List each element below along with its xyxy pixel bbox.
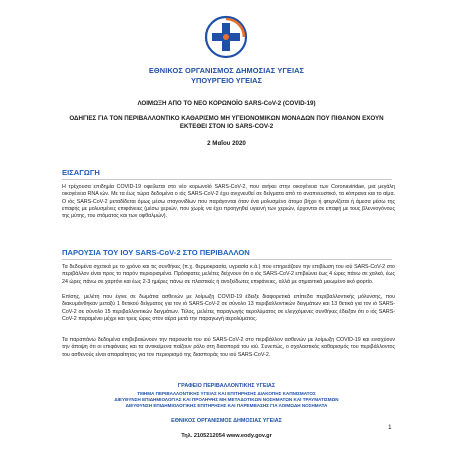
footer-office: ΓΡΑΦΕΙΟ ΠΕΡΙΒΑΛΛΟΝΤΙΚΗΣ ΥΓΕΙΑΣ [177,383,276,389]
footer-directorate-ncd: ΔΙΕΥΘΥΝΣΗ ΕΠΙΔΗΜΙΟΛΟΓΙΑΣ ΚΑΙ ΠΡΟΛΗΨΗΣ ΜΗ ΜΕΤΑΔΟΤΙΚΩΝ ΝΟΣΗΜΑΤΩΝ ΚΑΙ ΤΡΑΥΜΑΤΙΣΜΩΝ [114,397,339,402]
section-divider [62,259,392,260]
footer-organization: ΕΘΝΙΚΟΣ ΟΡΓΑΝΙΣΜΟΣ ΔΗΜΟΣΙΑΣ ΥΓΕΙΑΣ [171,418,282,424]
section-heading-virus-presence: ΠΑΡΟΥΣΙΑ ΤΟΥ ΙΟΥ SARS-CoV-2 ΣΤΟ ΠΕΡΙΒΑΛΛΟΝ [62,248,250,257]
document-title: ΛΟΙΜΩΞΗ ΑΠΟ ΤΟ ΝΕΟ ΚΟΡΩΝΟΪΟ SARS-CoV-2 (COVID-19) [137,100,316,107]
section-heading-introduction: ΕΙΣΑΓΩΓΗ [62,168,100,177]
ministry-name: ΥΠΟΥΡΓΕΙΟ ΥΓΕΙΑΣ [191,76,262,85]
presence-paragraph-2: Επίσης, μελέτη που έγινε σε δωμάτια ασθενών με λοίμωξη COVID-19 έδειξε διαφορετικά επίπεδα περιβαλλοντικής μόλυνσης, που διακυμάνθηκαν μεταξύ 1 θετικού δείγματος για τον ιό SARS-CoV-2 σε σύνολο 13 περιβαλλοντικών δειγμάτων και 13 θετικά για τον ιό SARS-CoV-2 σε σύνολο 15 περιβαλλοντικών δειγμάτων. Τέλος, μελέτες παραγωγής αερολύματος σε ελεγχόμενες συνθήκες έδειξαν ότι ο ιός SARS-CoV-2 παραμένει μέχρι και τρεις ώρες στον αέρα μετά την παραγωγή αερολύματος. [62,294,395,322]
footer-directorate-surveillance: ΔΙΕΥΘΥΝΣΗ ΕΠΙΔΗΜΙΟΛΟΓΙΚΗΣ ΕΠΙΤΗΡΗΣΗΣ ΚΑΙ ΠΑΡΕΜΒΑΣΗΣ ΓΙΑ ΛΟΙΜΩΔΗ ΝΟΣΗΜΑΤΑ [125,403,328,408]
document-date: 2 Μαΐου 2020 [207,140,246,147]
footer-department: ΤΜΗΜΑ ΠΕΡΙΒΑΛΛΟΝΤΙΚΗΣ ΥΓΕΙΑΣ ΚΑΙ ΕΠΙΤΗΡΗΣΗΣ ΔΙΑΚΟΠΗΣ ΚΑΠΝΙΣΜΑΤΟΣ [137,391,316,396]
organization-name: ΕΘΝΙΚΟΣ ΟΡΓΑΝΙΣΜΟΣ ΔΗΜΟΣΙΑΣ ΥΓΕΙΑΣ [148,66,305,75]
page-number: 1 [388,424,392,431]
document-subtitle: ΟΔΗΓΙΕΣ ΓΙΑ ΤΟΝ ΠΕΡΙΒΑΛΛΟΝΤΙΚΟ ΚΑΘΑΡΙΣΜΟ ΜΗ ΥΓΕΙΟΝΟΜΙΚΩΝ ΜΟΝΑΔΩΝ ΠΟΥ ΠΙΘΑΝΟΝ ΕΧΟΥΝ ΕΚΤΕΘΕΙ ΣΤΟΝ ΙΟ SARS-COV-2 [69,115,384,130]
presence-paragraph-3: Τα παραπάνω δεδομένα επιβεβαιώνουν την παρουσία του ιού SARS-CoV-2 στο περιβάλλον ασθενών με λοίμωξη COVID-19 και ενισχύουν την άποψη ότι οι επιφάνειες και τα αντικείμενα παίζουν ρόλο στη διασπορά του ιού. Συνεπώς, ο σχολαστικός καθαρισμός του περιβάλλοντος του ασθενούς είναι απαραίτητος για τον περιορισμό της διασποράς του ιού SARS-CoV-2. [62,337,395,358]
section-divider [62,179,392,180]
introduction-paragraph: Η τρέχουσα επιδημία COVID-19 οφείλεται στο νέο κορωνοϊό SARS-CoV-2, που ανήκει στην οικογένεια των Coronaviridae, μια μεγάλη οικογένεια RNA ιών. Με τα έως τώρα δεδομένα ο ιός SARS-CoV-2 έχει ανιχνευθεί σε δείγματα από το αναπνευστικό, τα κόπρανα και το αίμα. Ο ιός SARS-CoV-2 μεταδίδεται όμως μέσω σταγονιδίων που παράγονται όταν ένα μολυσμένο άτομο βήχει ή φτερνίζεται ή άμεσα μέσω της επαφής με μολυσμένες επιφάνειες (μέσω χεριών, που χωρίς να έχει προηγηθεί υγιεινή των χεριών, έρχονται σε επαφή με τους βλεννογόνους της μύτης, του στόματος και των οφθαλμών). [62,184,395,220]
footer-contact: Τηλ. 2105212054 www.eody.gov.gr [181,433,272,439]
presence-paragraph-1: Τα δεδομένα σχετικά με το χρόνο και τις συνθήκες (π.χ. θερμοκρασία, υγρασία κ.ά.) που επηρεάζουν την επιβίωση του ιού SARS-CoV-2 στο περιβάλλον είναι προς το παρόν περιορισμένα. Πρόσφατες μελέτες δείχνουν ότι ο ιός SARS-CoV-2 επιβιώνει έως 4 ώρες πάνω σε χαλκό, έως 24 ώρες πάνω σε χαρτόνι και έως 2-3 ημέρες πάνω σε πλαστικές ή ανοξείδωτες επιφάνειες, αλλά με σημαντικά μειωμένο ιικό φορτίο. [62,264,395,285]
eody-cross-logo-icon [203,14,249,60]
